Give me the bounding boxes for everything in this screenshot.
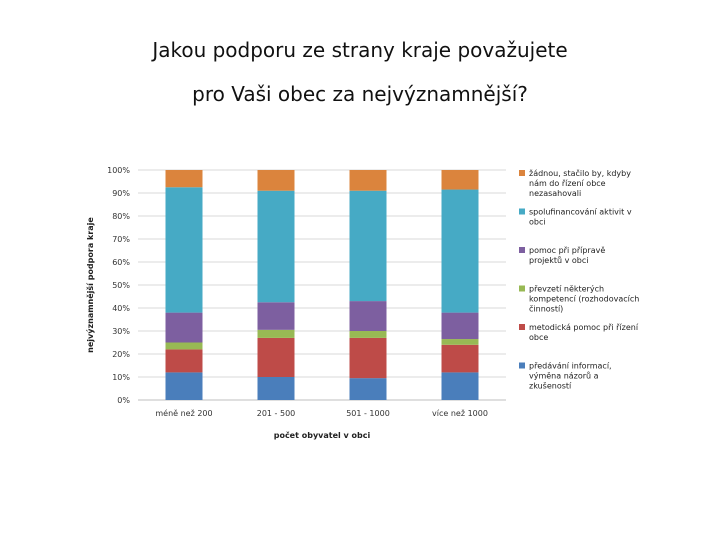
bar-segment xyxy=(350,191,387,301)
x-tick-label: 201 - 500 xyxy=(256,409,296,418)
y-tick-label: 40% xyxy=(112,304,130,313)
legend-label: převzetí některých xyxy=(529,284,605,294)
x-tick-label: více než 1000 xyxy=(432,409,488,418)
legend-swatch xyxy=(519,286,525,292)
bar-segment xyxy=(258,338,295,377)
bar-segment xyxy=(350,378,387,400)
bar-segment xyxy=(350,301,387,331)
legend-item xyxy=(519,208,632,227)
legend-swatch xyxy=(519,170,525,176)
legend-label: projektů v obci xyxy=(529,256,589,265)
bar-segment xyxy=(166,187,203,312)
legend-item xyxy=(519,285,639,314)
legend-label: pomoc při přípravě xyxy=(529,246,606,255)
bar-segment xyxy=(166,372,203,400)
bar-segment xyxy=(350,331,387,338)
legend-item xyxy=(519,362,612,391)
x-axis-ticks xyxy=(155,408,488,418)
bar-segment xyxy=(258,302,295,330)
y-axis-ticks xyxy=(107,166,130,405)
y-tick-label: 100% xyxy=(107,166,130,175)
bar-segment xyxy=(442,313,479,339)
bar-segment xyxy=(166,343,203,350)
legend-swatch xyxy=(519,363,525,369)
bar-segment xyxy=(166,170,203,187)
y-tick-label: 20% xyxy=(112,350,130,359)
legend-label: obce xyxy=(529,333,549,342)
bar-segment xyxy=(258,330,295,338)
bar-segment xyxy=(442,372,479,400)
legend-label: nám do řízení obce xyxy=(529,179,606,188)
y-tick-label: 60% xyxy=(112,258,130,267)
legend-label: činností) xyxy=(529,304,564,314)
slide-title-line-1: Jakou podporu ze strany kraje považujete xyxy=(152,38,568,62)
x-tick-label: méně než 200 xyxy=(155,409,213,418)
y-tick-label: 80% xyxy=(112,212,130,221)
legend-item xyxy=(519,323,639,342)
y-tick-label: 0% xyxy=(117,396,130,405)
bar-segment xyxy=(258,191,295,303)
y-tick-label: 10% xyxy=(112,373,130,382)
y-tick-label: 50% xyxy=(112,281,130,290)
bar-segment xyxy=(258,377,295,400)
legend-swatch xyxy=(519,247,525,253)
slide-title-line-2: pro Vaši obec za nejvýznamnější? xyxy=(192,82,528,106)
bar-segment xyxy=(350,338,387,378)
legend-label: kompetencí (rozhodovacích xyxy=(529,294,640,304)
x-axis-title: počet obyvatel v obci xyxy=(273,431,371,440)
bar-segment xyxy=(166,313,203,343)
legend-swatch xyxy=(519,209,525,215)
legend-label: metodická pomoc při řízení xyxy=(529,323,639,332)
y-axis-title: nejvýznamnější podpora kraje xyxy=(86,217,95,353)
y-tick-label: 30% xyxy=(112,327,130,336)
legend-item xyxy=(519,246,605,265)
chart-legend xyxy=(519,168,639,391)
legend-label: nezasahovali xyxy=(529,189,582,198)
legend-item xyxy=(519,168,631,198)
legend-label: obci xyxy=(529,217,546,227)
legend-label: spolufinancování aktivit v xyxy=(529,207,632,217)
y-tick-label: 90% xyxy=(112,189,130,198)
bar-segment xyxy=(442,190,479,313)
bar-segment xyxy=(442,170,479,190)
legend-swatch xyxy=(519,324,525,330)
bar-segment xyxy=(350,170,387,191)
y-tick-label: 70% xyxy=(112,235,130,244)
bar-segment xyxy=(258,170,295,191)
bar-segment xyxy=(166,349,203,372)
bar-segment xyxy=(442,339,479,345)
bar-segment xyxy=(442,345,479,373)
legend-label: žádnou, stačilo by, kdyby xyxy=(529,169,631,178)
x-tick-label: 501 - 1000 xyxy=(346,409,390,418)
legend-label: výměna názorů a xyxy=(529,371,599,381)
legend-label: předávání informací, xyxy=(529,361,612,371)
legend-label: zkušeností xyxy=(529,381,572,391)
